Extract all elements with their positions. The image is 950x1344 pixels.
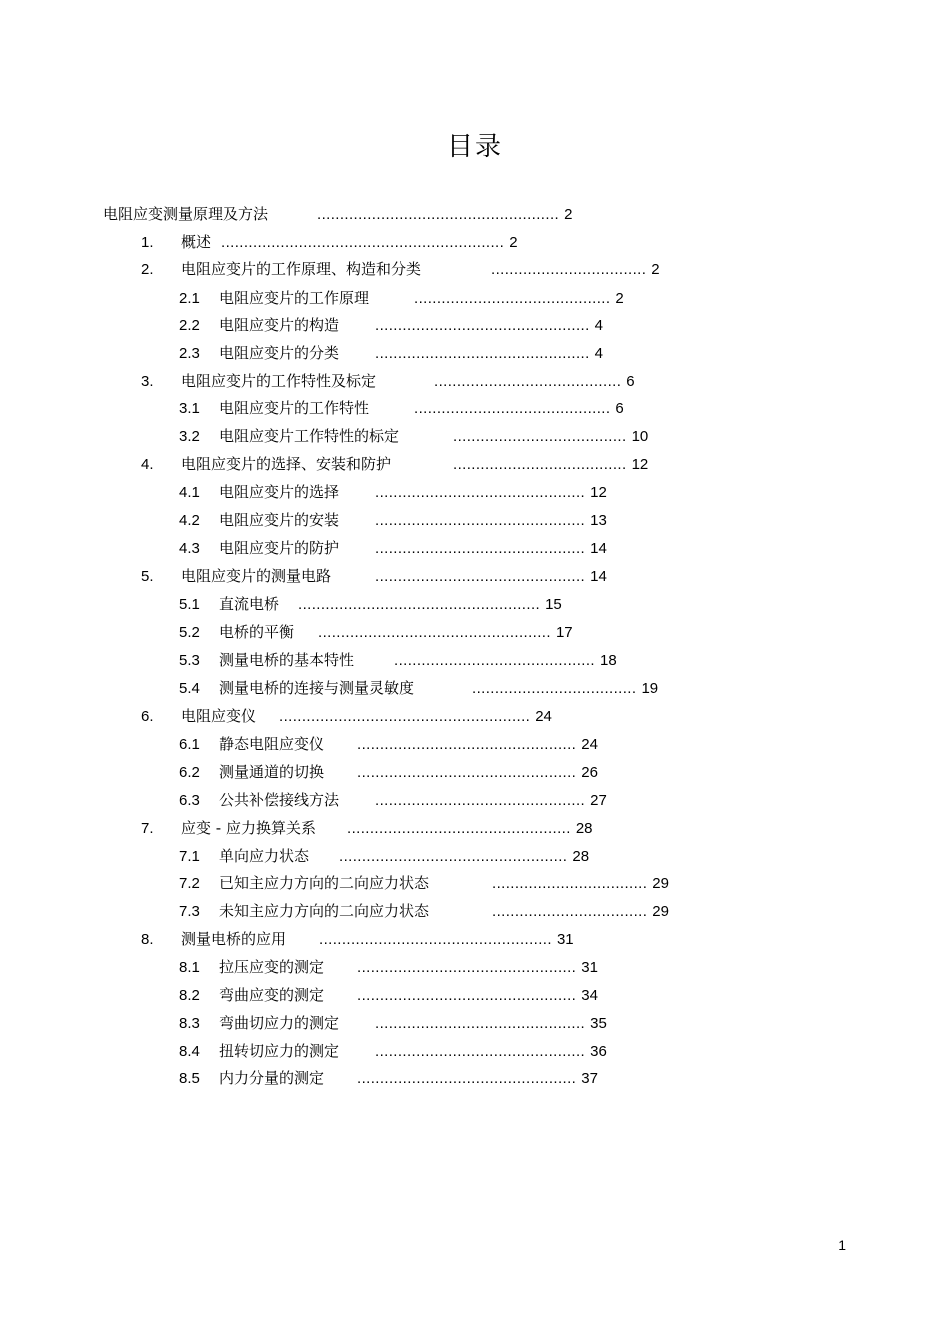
toc-entry-number: 3.2 <box>179 428 200 445</box>
toc-entry[interactable] <box>179 287 624 309</box>
toc-entry[interactable] <box>179 1067 598 1089</box>
toc-entry[interactable] <box>179 649 617 671</box>
toc-entry-label: 电阻应变片的工作原理 <box>219 289 370 307</box>
toc-entry-page: 6 <box>626 373 635 390</box>
toc-entry-number: 8.3 <box>179 1015 200 1032</box>
toc-entry-label: 应变 - 应力换算关系 <box>181 819 316 837</box>
toc-entry-page: 2 <box>509 234 518 251</box>
toc-entry-page: 29 <box>652 875 669 892</box>
toc-entry-number: 1. <box>141 234 154 251</box>
toc-entry-label: 测量电桥的应用 <box>181 930 287 948</box>
leader-dots: ...................................... <box>453 456 627 473</box>
toc-entry-label: 测量电桥的连接与测量灵敏度 <box>219 679 415 697</box>
leader-dots: .................................................. <box>339 848 568 865</box>
leader-dots: ................................................ <box>357 959 577 976</box>
toc-entry-page: 2 <box>651 261 660 278</box>
toc-entry-number: 2.3 <box>179 345 200 362</box>
toc-entry-label: 电阻应变测量原理及方法 <box>103 205 269 223</box>
leader-dots: ............................................ <box>394 652 595 669</box>
toc-entry-page: 31 <box>556 931 574 948</box>
toc-entry[interactable] <box>179 481 607 503</box>
toc-entry[interactable] <box>179 342 603 364</box>
toc-entry[interactable] <box>179 872 669 894</box>
toc-entry-number: 2.2 <box>179 317 200 334</box>
toc-entry-number: 5.1 <box>179 596 200 613</box>
toc-entry-page: 19 <box>641 680 659 697</box>
toc-entry-label: 扭转切应力的测定 <box>219 1042 340 1060</box>
toc-entry-number: 6.3 <box>179 792 200 809</box>
toc-entry-page: 18 <box>599 652 617 669</box>
toc-entry-label: 单向应力状态 <box>219 847 310 865</box>
leader-dots: .............................................. <box>375 484 586 501</box>
toc-entry[interactable] <box>179 621 573 643</box>
toc-entry[interactable] <box>179 537 607 559</box>
toc-entry-page: 4 <box>594 345 604 362</box>
toc-entry-page: 37 <box>581 1070 598 1087</box>
toc-entry-page: 27 <box>590 792 607 809</box>
toc-entry-page: 15 <box>545 596 562 613</box>
toc-entry-number: 2.1 <box>179 290 200 307</box>
leader-dots: ............................................... <box>375 345 590 362</box>
toc-entry-label: 电阻应变片的选择 <box>219 483 340 501</box>
toc-entry-number: 4.3 <box>179 540 200 557</box>
toc-entry-number: 4.1 <box>179 484 200 501</box>
toc-entry-page: 29 <box>652 903 669 920</box>
toc-entry-number: 7.3 <box>179 903 200 920</box>
toc-entry-page: 4 <box>594 317 604 334</box>
toc-entry[interactable] <box>141 370 635 392</box>
toc-entry-label: 内力分量的测定 <box>219 1069 325 1087</box>
toc-entry-page: 28 <box>575 820 593 837</box>
toc-entry[interactable] <box>141 565 607 587</box>
toc-entry-number: 6.2 <box>179 764 200 781</box>
toc-entry-number: 8.5 <box>179 1070 200 1087</box>
toc-entry-number: 5.2 <box>179 624 200 641</box>
leader-dots: ................................................... <box>318 624 551 641</box>
leader-dots: ........................................... <box>414 400 611 417</box>
toc-entry-page: 36 <box>590 1043 607 1060</box>
toc-entry-page: 31 <box>581 959 598 976</box>
toc-entry[interactable] <box>179 900 669 922</box>
toc-entry-page: 14 <box>590 568 607 585</box>
toc-entry-number: 8.1 <box>179 959 200 976</box>
toc-entry[interactable] <box>179 593 562 615</box>
toc-entry-number: 7.2 <box>179 875 200 892</box>
toc-entry[interactable] <box>141 817 593 839</box>
toc-entry[interactable] <box>179 761 598 783</box>
leader-dots: .............................................. <box>375 512 586 529</box>
toc-entry-label: 弯曲切应力的测定 <box>219 1014 340 1032</box>
toc-entry-label: 电阻应变片的工作特性及标定 <box>181 372 377 390</box>
toc-entry-label: 已知主应力方向的二向应力状态 <box>219 874 430 892</box>
toc-entry[interactable] <box>179 425 648 447</box>
toc-entry-page: 2 <box>615 290 624 307</box>
toc-entry-number: 4.2 <box>179 512 200 529</box>
leader-dots: .............................................. <box>375 792 586 809</box>
page-number: 1 <box>838 1237 846 1253</box>
toc-entry[interactable] <box>179 984 598 1006</box>
toc-entry-label: 电阻应变片的分类 <box>219 344 340 362</box>
toc-entry-label: 电阻应变片的选择、安装和防护 <box>181 455 392 473</box>
leader-dots: .............................................. <box>375 568 586 585</box>
toc-entry-number: 6.1 <box>179 736 200 753</box>
toc-entry-label: 电阻应变片的防护 <box>219 539 340 557</box>
toc-entry-number: 7. <box>141 820 154 837</box>
toc-entry-label: 拉压应变的测定 <box>219 958 325 976</box>
toc-entry-label: 弯曲应变的测定 <box>219 986 325 1004</box>
toc-entry[interactable] <box>179 1012 607 1034</box>
toc-entry-page: 6 <box>615 400 624 417</box>
leader-dots: ......................................... <box>434 373 622 390</box>
toc-entry-label: 电阻应变片的工作原理、构造和分类 <box>181 260 422 278</box>
toc-entry-page: 10 <box>631 428 649 445</box>
leader-dots: .............................................. <box>375 1015 586 1032</box>
toc-entry-number: 5. <box>141 568 154 585</box>
toc-entry-number: 4. <box>141 456 154 473</box>
toc-entry-number: 3. <box>141 373 154 390</box>
toc-entry-page: 2 <box>564 206 573 223</box>
toc-entry[interactable] <box>141 705 552 727</box>
toc-entry[interactable] <box>141 258 660 280</box>
toc-entry-number: 8.2 <box>179 987 200 1004</box>
toc-entry-label: 测量电桥的基本特性 <box>219 651 355 669</box>
leader-dots: .............................................. <box>375 540 586 557</box>
toc-entry-label: 电阻应变片的工作特性 <box>219 399 370 417</box>
toc-entry-page: 34 <box>581 987 598 1004</box>
toc-entry-number: 2. <box>141 261 154 278</box>
toc-entry-number: 7.1 <box>179 848 200 865</box>
toc-entry[interactable] <box>141 231 518 253</box>
toc-entry-label: 测量通道的切换 <box>219 763 325 781</box>
toc-entry-label: 公共补偿接线方法 <box>219 791 340 809</box>
leader-dots: ................................................. <box>347 820 571 837</box>
toc-entry-page: 24 <box>581 736 598 753</box>
leader-dots: ...................................... <box>453 428 627 445</box>
leader-dots: ........................................... <box>414 290 611 307</box>
leader-dots: ................................................... <box>319 931 552 948</box>
toc-entry-page: 12 <box>590 484 607 501</box>
toc-entry[interactable] <box>103 203 572 225</box>
toc-entry-label: 电桥的平衡 <box>219 623 295 641</box>
leader-dots: ..................................................... <box>298 596 541 613</box>
leader-dots: ....................................................... <box>279 708 531 725</box>
toc-entry-page: 24 <box>535 708 552 725</box>
toc-entry-label: 电阻应变片工作特性的标定 <box>219 427 400 445</box>
toc-entry-label: 电阻应变片的安装 <box>219 511 340 529</box>
toc-entry-page: 28 <box>572 848 590 865</box>
toc-entry-label: 电阻应变仪 <box>181 707 257 725</box>
toc-entry-page: 26 <box>581 764 598 781</box>
toc-entry[interactable] <box>179 509 607 531</box>
toc-entry-page: 17 <box>555 624 573 641</box>
toc-entry-page: 12 <box>631 456 649 473</box>
leader-dots: ................................................ <box>357 736 577 753</box>
toc-entry-label: 电阻应变片的测量电路 <box>181 567 332 585</box>
toc-entry-number: 8.4 <box>179 1043 200 1060</box>
toc-entry-label: 未知主应力方向的二向应力状态 <box>219 902 430 920</box>
leader-dots: .................................. <box>491 261 647 278</box>
leader-dots: .................................. <box>492 875 648 892</box>
toc-entry[interactable] <box>179 845 589 867</box>
toc-entry-number: 8. <box>141 931 154 948</box>
toc-entry[interactable] <box>179 956 598 978</box>
toc-entry-number: 5.4 <box>179 680 200 697</box>
toc-entry[interactable] <box>179 677 658 699</box>
toc-entry-page: 35 <box>590 1015 607 1032</box>
toc-entry[interactable] <box>179 397 624 419</box>
toc-entry-label: 静态电阻应变仪 <box>219 735 325 753</box>
toc-entry-label: 直流电桥 <box>219 595 280 613</box>
leader-dots: .............................................................. <box>221 234 505 251</box>
leader-dots: ..................................................... <box>317 206 560 223</box>
toc-entry-number: 5.3 <box>179 652 200 669</box>
leader-dots: .............................................. <box>375 1043 586 1060</box>
toc-entry[interactable] <box>141 928 574 950</box>
toc-entry[interactable] <box>179 1040 607 1062</box>
leader-dots: ................................................ <box>357 764 577 781</box>
toc-entry-number: 3.1 <box>179 400 200 417</box>
page-title: 目录 <box>446 132 503 162</box>
leader-dots: ................................................ <box>357 1070 577 1087</box>
toc-entry-page: 13 <box>590 512 607 529</box>
toc-entry[interactable] <box>179 733 598 755</box>
toc-entry-label: 概述 <box>181 233 212 251</box>
toc-entry-number: 6. <box>141 708 154 725</box>
toc-entry[interactable] <box>179 314 603 336</box>
toc-entry[interactable] <box>141 453 648 475</box>
leader-dots: .................................. <box>492 903 648 920</box>
leader-dots: ............................................... <box>375 317 590 334</box>
toc-entry-page: 14 <box>590 540 607 557</box>
leader-dots: .................................... <box>472 680 637 697</box>
leader-dots: ................................................ <box>357 987 577 1004</box>
toc-entry-label: 电阻应变片的构造 <box>219 316 340 334</box>
toc-entry[interactable] <box>179 789 607 811</box>
